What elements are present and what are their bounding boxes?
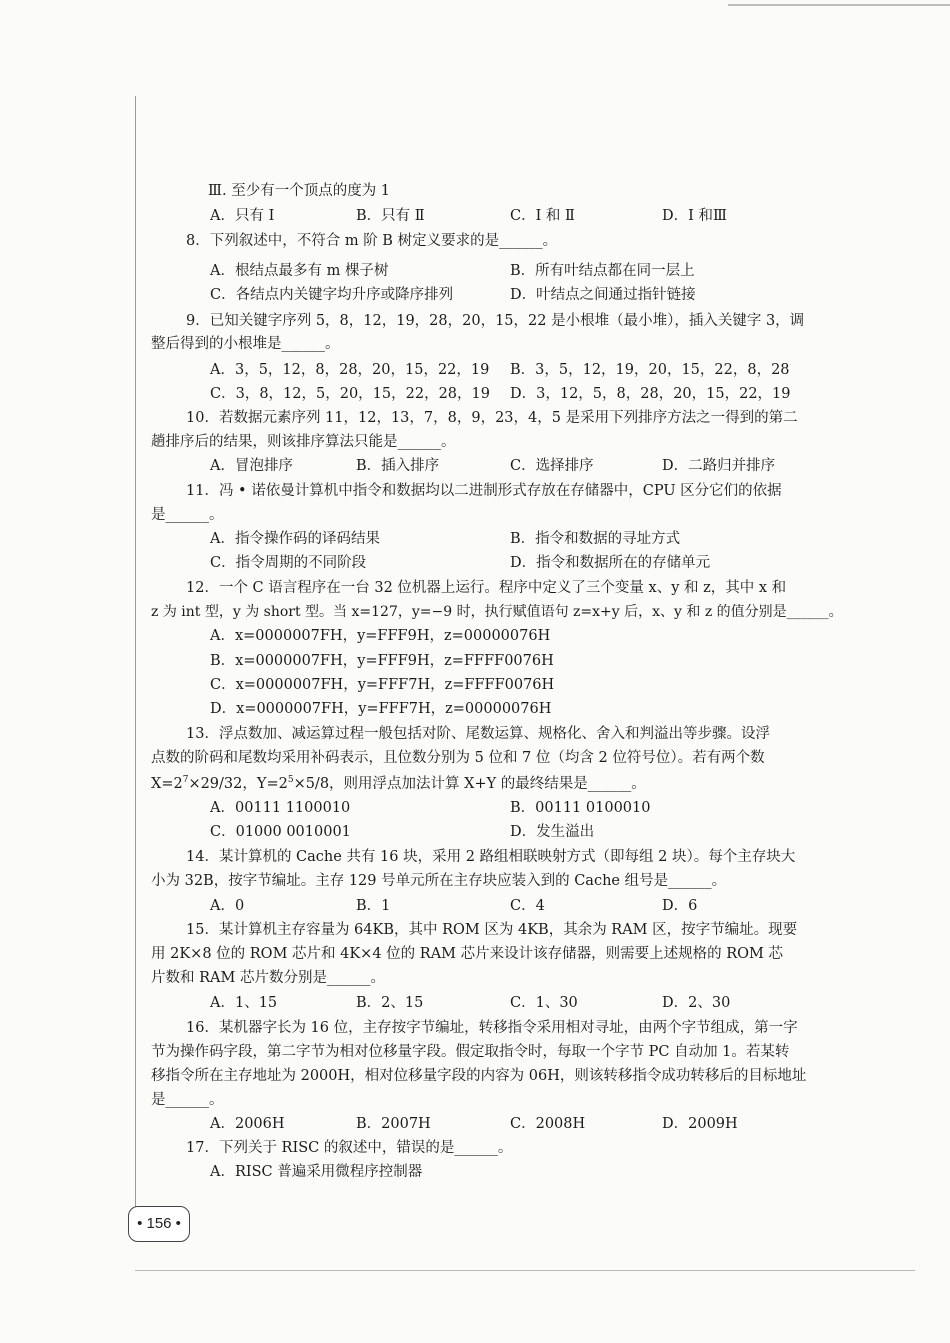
q12-option-d: D．x=0000007FH，y=FFF7H，z=00000076H <box>210 701 552 717</box>
q7-option-b: B．只有 Ⅱ <box>356 208 425 224</box>
q7-option-a: A．只有 Ⅰ <box>210 208 275 224</box>
q7-option-d: D．Ⅰ 和Ⅲ <box>662 208 727 224</box>
q15-stem-line2: 用 2K×8 位的 ROM 芯片和 4K×4 位的 RAM 芯片来设计该存储器，则需要上述规格的 ROM 芯 <box>151 946 783 962</box>
q15-option-b: B．2、15 <box>356 995 424 1011</box>
page-number: • 156 • <box>128 1206 190 1242</box>
q10-stem-line2: 趟排序后的结果，则该排序算法只能是______。 <box>151 434 456 450</box>
q8-option-c: C．各结点内关键字均升序或降序排列 <box>210 287 454 303</box>
q12-stem-line2: z 为 int 型，y 为 short 型。当 x=127，y=−9 时，执行赋值语句 z=x+y 后，x、y 和 z 的值分别是______。 <box>151 604 843 620</box>
q10-option-c: C．选择排序 <box>510 458 594 474</box>
q16-stem-line2: 节为操作码字段，第二字节为相对位移量字段。假定取指令时，每取一个字节 PC 自动加 1。若某转 <box>151 1044 790 1060</box>
q15-stem-line3: 片数和 RAM 芯片数分别是______。 <box>151 970 385 986</box>
q11-option-d: D．指令和数据所在的存储单元 <box>510 555 711 571</box>
q9-option-c: C．3，8，12，5，20，15，22，28，19 <box>210 386 490 402</box>
q13-option-a: A．00111 1100010 <box>210 800 351 816</box>
exponent-5: 5 <box>287 775 294 785</box>
q8-option-d: D．叶结点之间通过指针链接 <box>510 287 696 303</box>
q13-stem-line1: 13．浮点数加、减运算过程一般包括对阶、尾数运算、规格化、舍入和判溢出等步骤。设浮 <box>186 726 770 742</box>
q9-option-d: D．3，12，5，8，28，20，15，22，19 <box>510 386 791 402</box>
q13-stem-line3: $X=2^7\times 29/32$，$Y=2^5\times 5/8$，则用浮点加法计算 X+Y 的最终结果是______。 <box>151 775 646 792</box>
q13-option-c: C．01000 0010001 <box>210 824 351 840</box>
q14-option-d: D．6 <box>662 898 698 914</box>
q16-option-a: A．2006H <box>210 1116 285 1132</box>
q12-option-b: B．x=0000007FH，y=FFF9H，z=FFFF0076H <box>210 653 554 669</box>
q14-option-a: A．0 <box>210 898 245 914</box>
q15-option-d: D．2、30 <box>662 995 731 1011</box>
q8-stem: 8．下列叙述中，不符合 m 阶 B 树定义要求的是______。 <box>186 233 558 249</box>
q11-option-c: C．指令周期的不同阶段 <box>210 555 367 571</box>
q14-stem-line1: 14．某计算机的 Cache 共有 16 块，采用 2 路组相联映射方式（即每组 2 块）。每个主存块大 <box>186 849 796 865</box>
q13-option-b: B．00111 0100010 <box>510 800 651 816</box>
q15-option-a: A．1、15 <box>210 995 278 1011</box>
q9-stem-line2: 整后得到的小根堆是______。 <box>151 336 340 352</box>
q17-stem: 17．下列关于 RISC 的叙述中，错误的是______。 <box>186 1140 513 1156</box>
q10-option-d: D．二路归并排序 <box>662 458 776 474</box>
q12-stem-line1: 12．一个 C 语言程序在一台 32 位机器上运行。程序中定义了三个变量 x、y 和 z，其中 x 和 <box>186 580 787 596</box>
q13-stem-line2: 点数的阶码和尾数均采用补码表示，且位数分别为 5 位和 7 位（均含 2 位符号位）。若有两个数 <box>151 750 765 766</box>
q7-item-iii: Ⅲ. 至少有一个顶点的度为 1 <box>208 183 391 199</box>
q11-stem-line2: 是______。 <box>151 507 224 523</box>
q13-option-d: D．发生溢出 <box>510 824 595 840</box>
q8-option-b: B．所有叶结点都在同一层上 <box>510 263 695 279</box>
q17-option-a: A．RISC 普遍采用微程序控制器 <box>210 1164 423 1180</box>
q12-option-c: C．x=0000007FH，y=FFF7H，z=FFFF0076H <box>210 677 555 693</box>
exponent-7: 7 <box>182 775 189 785</box>
q16-option-b: B．2007H <box>356 1116 431 1132</box>
q16-option-c: C．2008H <box>510 1116 586 1132</box>
q16-option-d: D．2009H <box>662 1116 738 1132</box>
q7-option-c: C．Ⅰ 和 Ⅱ <box>510 208 575 224</box>
q9-option-a: A．3，5，12，8，28，20，15，22，19 <box>210 362 490 378</box>
q16-stem-line1: 16．某机器字长为 16 位，主存按字节编址，转移指令采用相对寻址，由两个字节组成，第一字 <box>186 1020 798 1036</box>
q8-option-a: A．根结点最多有 m 棵子树 <box>210 263 389 279</box>
q9-option-b: B．3，5，12，19，20，15，22，8，28 <box>510 362 790 378</box>
q15-option-c: C．1、30 <box>510 995 578 1011</box>
q9-stem-line1: 9．已知关键字序列 5，8，12，19，28，20，15，22 是小根堆（最小堆），插入关键字 3，调 <box>186 313 805 329</box>
q12-option-a: A．x=0000007FH，y=FFF9H，z=00000076H <box>210 628 551 644</box>
q10-option-a: A．冒泡排序 <box>210 458 293 474</box>
q11-option-a: A．指令操作码的译码结果 <box>210 531 380 547</box>
q16-stem-line4: 是______。 <box>151 1092 224 1108</box>
q10-option-b: B．插入排序 <box>356 458 440 474</box>
q14-stem-line2: 小为 32B，按字节编址。主存 129 号单元所在主存块应装入到的 Cache 组号是______。 <box>151 873 727 889</box>
q16-stem-line3: 移指令所在主存地址为 2000H，相对位移量字段的内容为 06H，则该转移指令成功转移后的目标地址 <box>151 1068 807 1084</box>
q14-option-c: C．4 <box>510 898 545 914</box>
q10-stem-line1: 10．若数据元素序列 11，12，13，7，8，9，23，4，5 是采用下列排序方法之一得到的第二 <box>186 410 798 426</box>
q11-option-b: B．指令和数据的寻址方式 <box>510 531 681 547</box>
q15-stem-line1: 15．某计算机主存容量为 64KB，其中 ROM 区为 4KB，其余为 RAM 区，按字节编址。现要 <box>186 922 798 938</box>
q11-stem-line1: 11．冯 • 诺依曼计算机中指令和数据均以二进制形式存放在存储器中，CPU 区分它们的依据 <box>186 483 782 499</box>
q14-option-b: B．1 <box>356 898 391 914</box>
